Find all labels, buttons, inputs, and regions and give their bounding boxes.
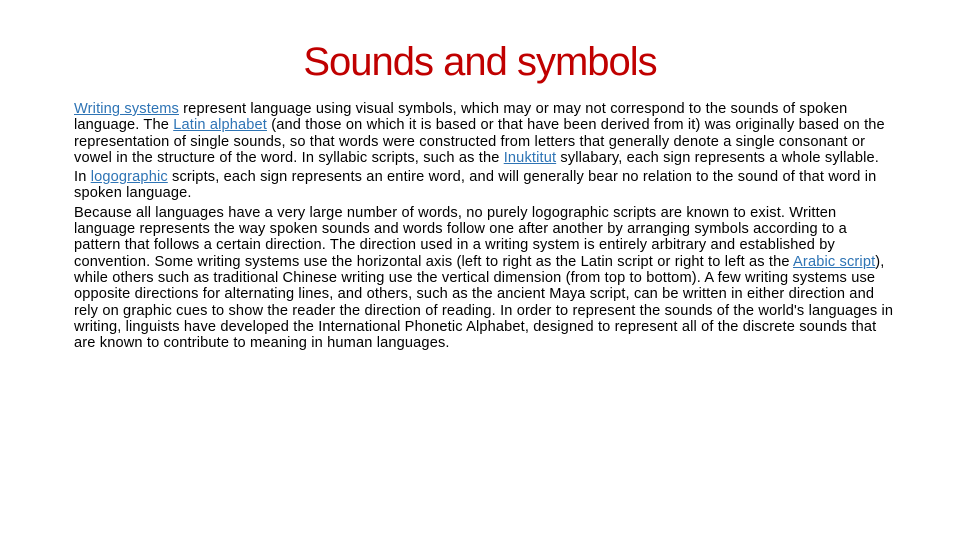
paragraph-text: scripts, each sign represents an entire word, and will generally bear no relation to the sound of that word in spoken language. [74,169,877,202]
inline-link-logographic[interactable]: logographic [90,169,168,186]
slide-title: Sounds and symbols [303,40,657,84]
paragraph-text: In [74,169,91,186]
paragraph [74,101,894,166]
paragraph-text: Because all languages have a very large number of words, no purely logographic scripts are known to exist. Written language represents the way spoken sounds and words follow one after another by arranging symbols according to a pattern that follows a certain direction. The direction used in a writing system is entirely arbitrary and established by convention. Some writing systems use the horizontal axis (left to right as the Latin script or right to left as the [74,204,847,270]
inline-link-inuktitut[interactable]: Inuktitut [503,149,557,166]
paragraph [74,169,894,202]
paragraph-text: syllabary, each sign represents a whole syllable. [556,149,879,166]
inline-link-latin-alphabet[interactable]: Latin alphabet [173,117,268,134]
paragraph-text: represent language using visual symbols, which may or may not correspond to the sounds of spoken language. The [74,101,848,134]
slide-body [74,101,894,354]
paragraph-text: (and those on which it is based or that have been derived from it) was originally based on the representation of single sounds, so that words were constructed from letters that generally denote a single consonant or vowel in the structure of the word. In syllabic scripts, such as the [74,117,885,166]
paragraph [74,205,894,352]
inline-link-arabic-script[interactable]: Arabic script [793,253,876,270]
paragraph-text: ), while others such as traditional Chinese writing use the vertical dimension (from top to bottom). A few writing systems use opposite directions for alternating lines, and others, such as the ancient Maya script, can be written in either direction and rely on graphic cues to show the reader the direction of reading. In order to represent the sounds of the world's languages in writing, linguists have developed the International Phonetic Alphabet, designed to represent all of the discrete sounds that are known to contribute to meaning in human languages. [74,253,894,352]
inline-link-writing-systems[interactable]: Writing systems [74,101,179,117]
